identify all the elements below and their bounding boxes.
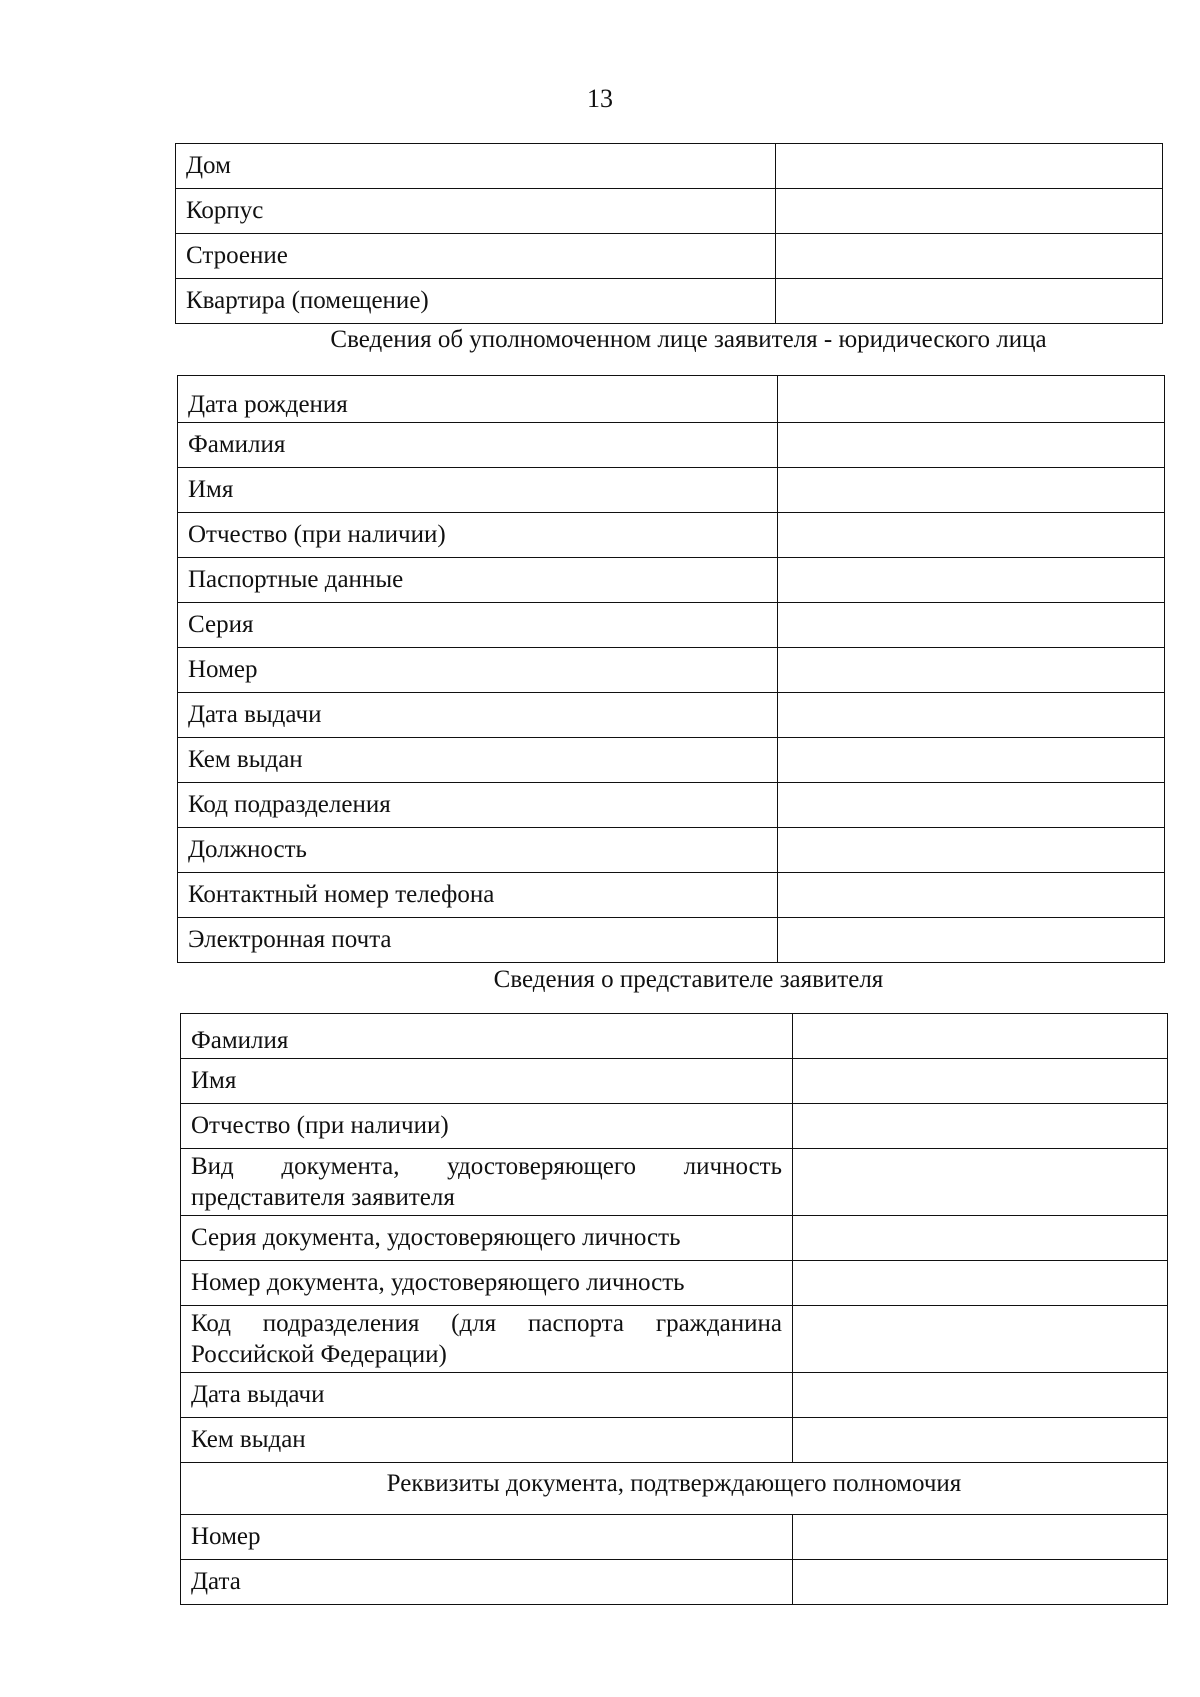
table-row: [181, 1373, 1168, 1418]
table-row: [178, 468, 1165, 513]
table-row: [176, 279, 1163, 324]
field-label-rep-id-number: Номер документа, удостоверяющего личность: [181, 1261, 793, 1306]
field-label-position: Должность: [178, 828, 778, 873]
table-row: [178, 693, 1165, 738]
table-row: [181, 1560, 1168, 1605]
field-value-house[interactable]: [776, 144, 1163, 189]
address-table: [175, 143, 1163, 324]
field-label-rep-last-name: Фамилия: [181, 1014, 793, 1059]
authority-document-header: Реквизиты документа, подтверждающего полномочия: [181, 1463, 1168, 1515]
field-value-series[interactable]: [778, 603, 1165, 648]
field-value-rep-division-code[interactable]: [793, 1306, 1168, 1373]
field-value-patronymic[interactable]: [778, 513, 1165, 558]
field-value-rep-id-series[interactable]: [793, 1216, 1168, 1261]
table-row: [181, 1306, 1168, 1373]
section-title-representative: Сведения о представителе заявителя: [493, 966, 884, 993]
field-value-last-name[interactable]: [778, 423, 1165, 468]
table-row: [181, 1059, 1168, 1104]
field-value-rep-patronymic[interactable]: [793, 1104, 1168, 1149]
table-row: [178, 873, 1165, 918]
field-label-authority-number: Номер: [181, 1515, 793, 1560]
field-value-birth-date[interactable]: [778, 376, 1165, 423]
section-title-authorized-person: Сведения об уполномоченном лице заявителя - юридического лица: [330, 326, 1047, 353]
field-label-issued-by: Кем выдан: [178, 738, 778, 783]
table-row: [178, 828, 1165, 873]
field-label-rep-division-code: Код подразделения (для паспорта гражданина Российской Федерации): [181, 1306, 793, 1373]
field-label-email: Электронная почта: [178, 918, 778, 963]
table-row: [178, 513, 1165, 558]
field-value-rep-issue-date[interactable]: [793, 1373, 1168, 1418]
field-label-issue-date: Дата выдачи: [178, 693, 778, 738]
field-label-number: Номер: [178, 648, 778, 693]
field-label-apartment: Квартира (помещение): [176, 279, 776, 324]
table-row: [181, 1261, 1168, 1306]
field-label-division-code: Код подразделения: [178, 783, 778, 828]
field-value-rep-first-name[interactable]: [793, 1059, 1168, 1104]
field-label-rep-patronymic: Отчество (при наличии): [181, 1104, 793, 1149]
field-label-last-name: Фамилия: [178, 423, 778, 468]
table-row: [181, 1463, 1168, 1515]
table-row: [181, 1418, 1168, 1463]
field-label-rep-issued-by: Кем выдан: [181, 1418, 793, 1463]
table-row: [181, 1149, 1168, 1216]
field-label-authority-date: Дата: [181, 1560, 793, 1605]
field-label-phone: Контактный номер телефона: [178, 873, 778, 918]
page-number: 13: [587, 84, 613, 113]
field-value-apartment[interactable]: [776, 279, 1163, 324]
field-value-number[interactable]: [778, 648, 1165, 693]
field-label-first-name: Имя: [178, 468, 778, 513]
field-label-house: Дом: [176, 144, 776, 189]
authorized-person-table: [177, 375, 1165, 963]
table-row: [178, 423, 1165, 468]
table-row: [178, 376, 1165, 423]
field-value-rep-last-name[interactable]: [793, 1014, 1168, 1059]
field-value-division-code[interactable]: [778, 783, 1165, 828]
field-label-series: Серия: [178, 603, 778, 648]
table-row: [178, 738, 1165, 783]
field-label-rep-id-document-type: Вид документа, удостоверяющего личность представителя заявителя: [181, 1149, 793, 1216]
field-value-structure[interactable]: [776, 234, 1163, 279]
table-row: [176, 144, 1163, 189]
table-row: [181, 1515, 1168, 1560]
field-value-authority-date[interactable]: [793, 1560, 1168, 1605]
field-value-rep-id-number[interactable]: [793, 1261, 1168, 1306]
field-value-building[interactable]: [776, 189, 1163, 234]
table-row: [178, 918, 1165, 963]
field-label-patronymic: Отчество (при наличии): [178, 513, 778, 558]
field-value-position[interactable]: [778, 828, 1165, 873]
field-label-birth-date: Дата рождения: [178, 376, 778, 423]
field-label-rep-id-series: Серия документа, удостоверяющего личность: [181, 1216, 793, 1261]
field-label-passport-data: Паспортные данные: [178, 558, 778, 603]
field-value-issue-date[interactable]: [778, 693, 1165, 738]
field-label-building: Корпус: [176, 189, 776, 234]
table-row: [178, 603, 1165, 648]
table-row: [176, 189, 1163, 234]
field-value-email[interactable]: [778, 918, 1165, 963]
field-label-rep-first-name: Имя: [181, 1059, 793, 1104]
field-value-first-name[interactable]: [778, 468, 1165, 513]
table-row: [181, 1014, 1168, 1059]
field-value-phone[interactable]: [778, 873, 1165, 918]
table-row: [176, 234, 1163, 279]
table-row: [178, 558, 1165, 603]
table-row: [181, 1104, 1168, 1149]
table-row: [178, 783, 1165, 828]
field-value-authority-number[interactable]: [793, 1515, 1168, 1560]
field-value-rep-id-document-type[interactable]: [793, 1149, 1168, 1216]
field-label-structure: Строение: [176, 234, 776, 279]
field-value-rep-issued-by[interactable]: [793, 1418, 1168, 1463]
field-label-rep-issue-date: Дата выдачи: [181, 1373, 793, 1418]
field-value-passport-data[interactable]: [778, 558, 1165, 603]
representative-table: [180, 1013, 1168, 1605]
table-row: [181, 1216, 1168, 1261]
table-row: [178, 648, 1165, 693]
field-value-issued-by[interactable]: [778, 738, 1165, 783]
